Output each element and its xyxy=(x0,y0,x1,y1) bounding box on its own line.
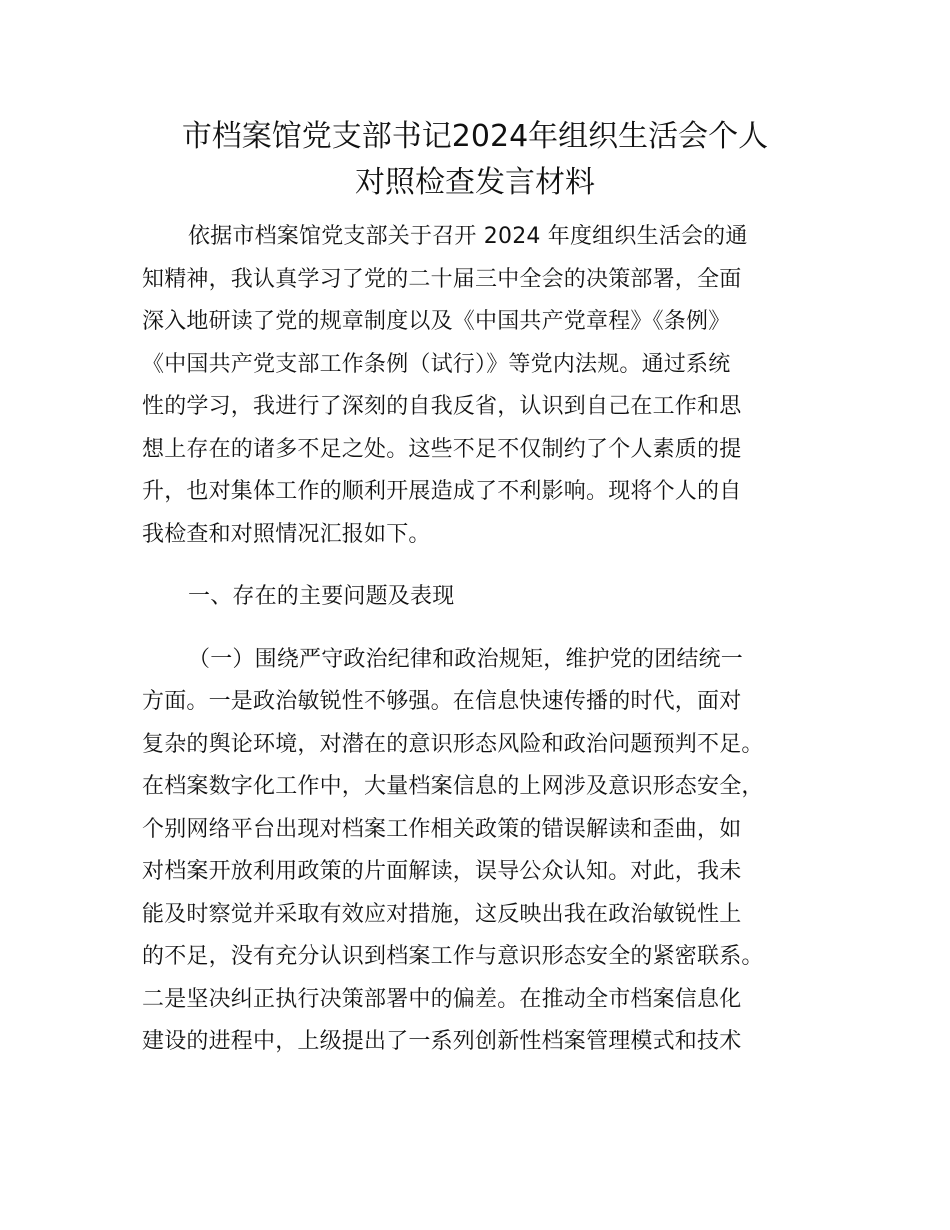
paragraph-gap xyxy=(142,556,828,576)
paragraph-line: 性的学习，我进行了深刻的自我反省，认识到自己在工作和思 xyxy=(142,394,742,419)
paragraph-line: 依据市档案馆党支部关于召开 2024 年度组织生活会的通 xyxy=(188,224,748,249)
paragraph-line: 《中国共产党支部工作条例（试行）》等党内法规。通过系统 xyxy=(142,351,731,377)
paragraph-line: 复杂的舆论环境，对潜在的意识形态风险和政治问题预判不足。 xyxy=(142,731,764,757)
paragraph-line: 想上存在的诸多不足之处。这些不足不仅制约了个人素质的提 xyxy=(142,436,742,462)
paragraph-line: 建设的进程中，上级提出了一系列创新性档案管理模式和技术 xyxy=(142,1029,742,1054)
section-heading: 一、存在的主要问题及表现 xyxy=(188,584,455,609)
paragraph-line: 知精神，我认真学习了党的二十届三中全会的决策部署，全面 xyxy=(142,266,742,292)
paragraph-line: 对档案开放利用政策的片面解读，误导公众认知。对此，我未 xyxy=(142,859,742,884)
document-title xyxy=(100,114,850,206)
paragraph-line: 能及时察觉并采取有效应对措施，这反映出我在政治敏锐性上 xyxy=(142,901,742,927)
paragraph-line: 在档案数字化工作中，大量档案信息的上网涉及意识形态安全， xyxy=(142,774,764,799)
paragraph-line: （一）围绕严守政治纪律和政治规矩，维护党的团结统一 xyxy=(188,646,744,672)
issues-paragraph xyxy=(142,639,828,1064)
title-line-2: 对照检查发言材料 xyxy=(355,165,595,200)
paragraph-line: 方面。一是政治敏锐性不够强。在信息快速传播的时代，面对 xyxy=(142,689,742,714)
paragraph-line: 的不足，没有充分认识到档案工作与意识形态安全的紧密联系。 xyxy=(142,944,764,969)
title-line-1: 市档案馆党支部书记2024年组织生活会个人 xyxy=(181,119,769,154)
paragraph-line: 深入地研读了党的规章制度以及《中国共产党章程》《条例》 xyxy=(142,309,731,334)
document-body xyxy=(142,216,828,1064)
intro-paragraph xyxy=(142,216,828,556)
paragraph-line: 二是坚决纠正执行决策部署中的偏差。在推动全市档案信息化 xyxy=(142,986,742,1012)
paragraph-line: 个别网络平台出现对档案工作相关政策的错误解读和歪曲，如 xyxy=(142,816,742,842)
paragraph-line: 我检查和对照情况汇报如下。 xyxy=(142,521,431,547)
paragraph-line: 升，也对集体工作的顺利开展造成了不利影响。现将个人的自 xyxy=(142,479,742,504)
paragraph-gap xyxy=(142,619,828,639)
